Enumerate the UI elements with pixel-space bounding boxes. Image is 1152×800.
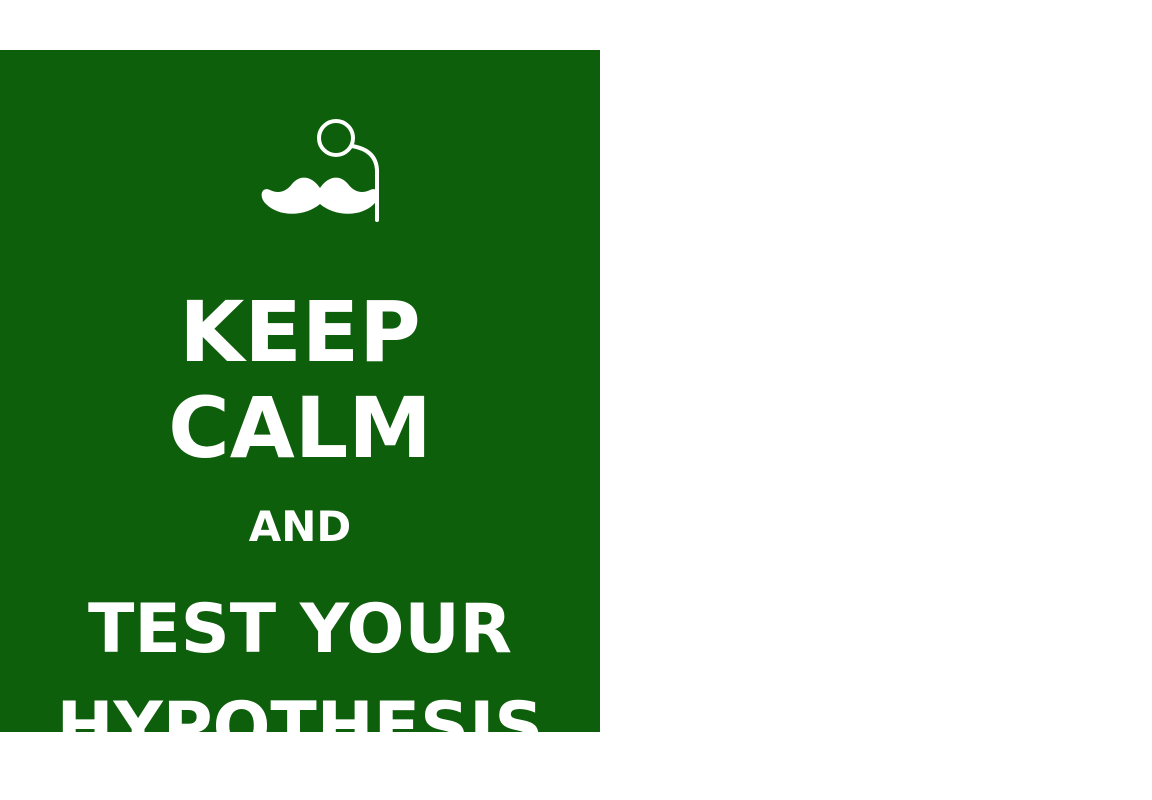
headline-hypothesis: HYPOTHESIS	[56, 688, 544, 767]
headline-calm: CALM	[168, 379, 432, 477]
headline-keep: KEEP	[179, 283, 421, 381]
moustache-monocle-icon	[250, 112, 390, 224]
headline-test-your: TEST YOUR	[87, 590, 513, 669]
keep-calm-poster	[0, 50, 600, 767]
headline-and: AND	[248, 502, 352, 551]
